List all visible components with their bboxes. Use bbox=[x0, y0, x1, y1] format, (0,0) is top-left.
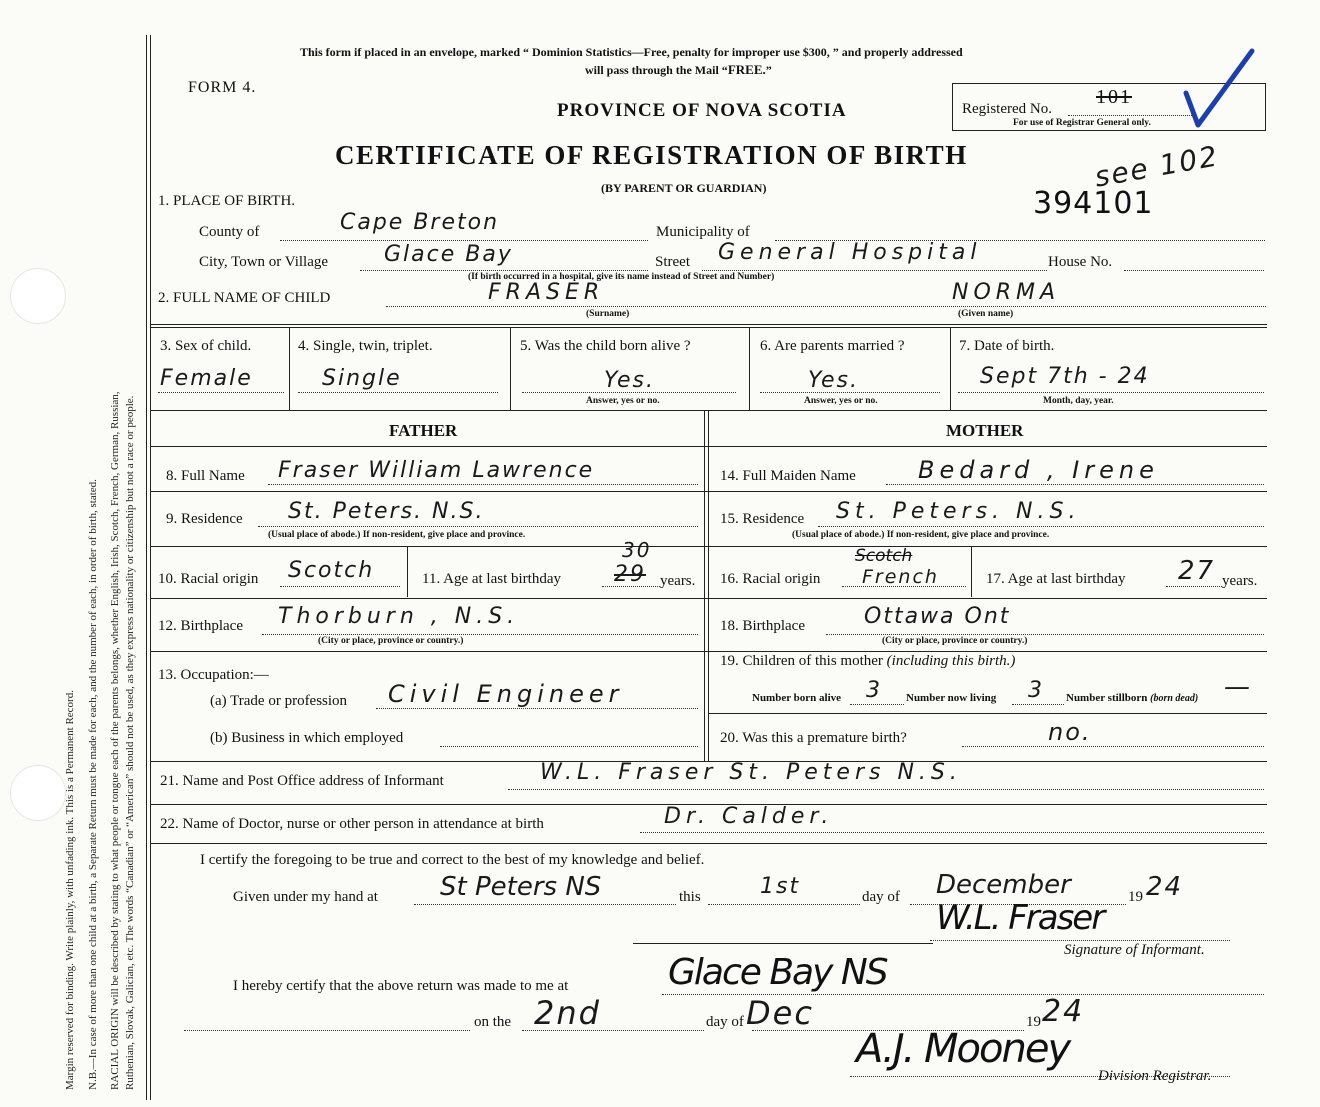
certificate-subtitle: (BY PARENT OR GUARDIAN) bbox=[601, 181, 767, 195]
children-label-text: 19. Children of this mother bbox=[720, 653, 883, 669]
punch-hole-bottom bbox=[10, 765, 66, 821]
envelope-note-free: FREE. bbox=[727, 62, 766, 77]
side-note-margin: Margin reserved for binding. Write plainly, with unfading ink. This is a Permanent Record. bbox=[64, 690, 76, 1090]
registered-dots bbox=[1068, 115, 1192, 116]
side-note-racial-1: RACIAL ORIGIN will be described by stating to what people or tongue each of the parents belongs, whether English, Irish, Scotch, French, German, Russian, bbox=[109, 391, 121, 1090]
premature-dots bbox=[962, 746, 1264, 747]
place-of-birth-label: 1. PLACE OF BIRTH. bbox=[158, 193, 296, 209]
given-caption: (Given name) bbox=[958, 309, 1014, 319]
father-age-years: years. bbox=[660, 573, 696, 589]
father-age-value: 30 bbox=[622, 538, 652, 562]
dob-label: 7. Date of birth. bbox=[959, 338, 1055, 354]
father-racial-dots bbox=[280, 586, 400, 587]
sex-label: 3. Sex of child. bbox=[160, 338, 252, 354]
mother-name-label: 14. Full Maiden Name bbox=[720, 468, 856, 484]
divider-after-row3 bbox=[151, 410, 1267, 411]
born-alive-value: 3 bbox=[866, 678, 882, 703]
father-residence-dots bbox=[258, 526, 698, 527]
father-header: FATHER bbox=[389, 421, 458, 440]
single-dots bbox=[298, 392, 498, 393]
informant-signature-caption: Signature of Informant. bbox=[1064, 942, 1205, 958]
envelope-note-line-2-pre: will pass through the Mail “ bbox=[585, 63, 728, 77]
sex-dots bbox=[158, 392, 284, 393]
mother-residence-value: St. Peters. N.S. bbox=[836, 499, 1081, 524]
registrar-year-prefix: 19 bbox=[1026, 1014, 1041, 1030]
born-alive-label: Number born alive bbox=[752, 692, 842, 704]
divider-after-22 bbox=[151, 843, 1267, 844]
house-number-label: House No. bbox=[1048, 254, 1113, 270]
father-racial-label: 10. Racial origin bbox=[158, 571, 259, 587]
registrar-caption: Division Registrar. bbox=[1098, 1068, 1212, 1084]
stillborn-label-italic: (born dead) bbox=[1150, 693, 1199, 704]
registrar-year-value: 24 bbox=[1042, 994, 1085, 1029]
month-value: December bbox=[936, 870, 1071, 900]
single-label: 4. Single, twin, triplet. bbox=[298, 338, 433, 354]
father-name-dots bbox=[268, 484, 698, 485]
father-residence-caption: (Usual place of abode.) If non-resident, give place and province. bbox=[268, 530, 526, 540]
stillborn-value: — bbox=[1224, 672, 1252, 702]
mother-birthplace-caption: (City or place, province or country.) bbox=[882, 636, 1028, 646]
premature-label: 20. Was this a premature birth? bbox=[720, 730, 907, 746]
municipality-label: Municipality of bbox=[656, 224, 750, 240]
registrar-statement: I hereby certify that the above return was made to me at bbox=[233, 978, 569, 994]
child-given-value: NORMA bbox=[952, 280, 1061, 305]
envelope-note-line-1: This form if placed in an envelope, marked “ Dominion Statistics—Free, penalty for improper use $300, ” and properly addressed bbox=[300, 45, 963, 59]
envelope-note-line-2 bbox=[585, 62, 772, 78]
divider-after-8 bbox=[151, 491, 1267, 492]
now-living-dots bbox=[1012, 704, 1064, 705]
mother-birthplace-dots bbox=[826, 634, 1264, 635]
mother-residence-caption: (Usual place of abode.) If non-resident, give place and province. bbox=[792, 530, 1050, 540]
dob-dots bbox=[958, 392, 1264, 393]
street-label: Street bbox=[655, 254, 690, 270]
children-label bbox=[720, 653, 1015, 670]
column-divider-2 bbox=[708, 411, 709, 761]
mother-name-dots bbox=[886, 484, 1264, 485]
row3-divider-1 bbox=[289, 328, 290, 410]
on-the-left-dots bbox=[184, 1030, 470, 1031]
divider-under-headers bbox=[151, 446, 1267, 447]
mother-name-value: Bedard , Irene bbox=[918, 456, 1159, 484]
registrar-month-value: Dec bbox=[746, 994, 814, 1032]
occupation-label: 13. Occupation:— bbox=[158, 667, 269, 683]
punch-hole-top bbox=[10, 268, 66, 324]
mother-racial-divider bbox=[971, 547, 972, 597]
single-value: Single bbox=[322, 366, 402, 391]
doctor-value: Dr. Calder. bbox=[664, 804, 834, 829]
row3-divider-2 bbox=[510, 328, 511, 410]
father-birthplace-caption: (City or place, province or country.) bbox=[318, 636, 464, 646]
house-number-dots bbox=[1124, 270, 1264, 271]
registered-number-label: Registered No. bbox=[962, 101, 1052, 117]
mother-residence-label: 15. Residence bbox=[720, 511, 805, 527]
side-note-nb: N.B.—In case of more than one child at a birth, a Separate Return must be made for each, and the number of each, in order of birth, stated. bbox=[87, 479, 99, 1090]
father-name-value: Fraser William Lawrence bbox=[278, 458, 595, 483]
day-of-label: day of bbox=[862, 889, 900, 905]
alive-value: Yes. bbox=[604, 368, 656, 393]
certificate-title: CERTIFICATE OF REGISTRATION OF BIRTH bbox=[335, 140, 968, 170]
father-residence-value: St. Peters. N.S. bbox=[288, 499, 485, 524]
see-note-handwritten: see 102 bbox=[1092, 139, 1222, 194]
registrar-place-value: Glace Bay NS bbox=[668, 952, 887, 993]
row3-divider-3 bbox=[749, 328, 750, 410]
father-name-label: 8. Full Name bbox=[166, 468, 245, 484]
father-residence-label: 9. Residence bbox=[166, 511, 243, 527]
trade-dots bbox=[376, 708, 698, 709]
year-value: 24 bbox=[1146, 872, 1184, 902]
alive-label: 5. Was the child born alive ? bbox=[520, 338, 691, 354]
informant-signature: W.L. Fraser bbox=[936, 898, 1104, 938]
registrar-day-value: 2nd bbox=[534, 994, 601, 1032]
alive-dots bbox=[522, 392, 736, 393]
registration-number: 394101 bbox=[1033, 186, 1154, 221]
father-birthplace-value: Thorburn , N.S. bbox=[278, 604, 520, 629]
married-dots bbox=[760, 392, 940, 393]
mother-age-label: 17. Age at last birthday bbox=[986, 571, 1126, 587]
province-heading: PROVINCE OF NOVA SCOTIA bbox=[557, 100, 847, 121]
informant-signature-dots bbox=[930, 940, 1230, 941]
row3-divider-4 bbox=[950, 328, 951, 410]
mother-residence-dots bbox=[818, 526, 1264, 527]
dob-value: Sept 7th - 24 bbox=[980, 364, 1150, 389]
registrar-signature: A.J. Mooney bbox=[856, 1026, 1070, 1072]
married-value: Yes. bbox=[808, 368, 860, 393]
mother-age-value: 27 bbox=[1178, 556, 1216, 586]
informant-dots bbox=[508, 789, 1264, 790]
now-living-value: 3 bbox=[1028, 678, 1044, 703]
children-label-italic: (including this birth.) bbox=[886, 653, 1016, 669]
child-name-label: 2. FULL NAME OF CHILD bbox=[158, 290, 331, 306]
surname-caption: (Surname) bbox=[586, 309, 630, 319]
father-age-label: 11. Age at last birthday bbox=[422, 571, 561, 587]
blue-checkmark-icon bbox=[1180, 45, 1260, 135]
left-border-inner bbox=[150, 35, 151, 1100]
county-label: County of bbox=[199, 224, 260, 240]
informant-label: 21. Name and Post Office address of Informant bbox=[160, 773, 444, 789]
mother-racial-label: 16. Racial origin bbox=[720, 571, 821, 587]
father-racial-value: Scotch bbox=[288, 558, 375, 583]
doctor-label: 22. Name of Doctor, nurse or other person in attendance at birth bbox=[160, 816, 544, 832]
informant-value: W.L. Fraser St. Peters N.S. bbox=[540, 760, 962, 785]
city-dots bbox=[360, 270, 648, 271]
column-divider bbox=[704, 411, 705, 761]
mother-birthplace-label: 18. Birthplace bbox=[720, 618, 805, 634]
mother-birthplace-value: Ottawa Ont bbox=[864, 604, 1011, 629]
day-value: 1st bbox=[760, 874, 801, 899]
now-living-label: Number now living bbox=[906, 692, 997, 704]
registrar-day-of-label: day of bbox=[706, 1014, 744, 1030]
father-racial-divider bbox=[407, 547, 408, 597]
city-label: City, Town or Village bbox=[199, 254, 329, 270]
form-number: FORM 4. bbox=[188, 79, 257, 96]
registrar-divider bbox=[633, 943, 933, 944]
divider-after-9 bbox=[151, 546, 1267, 547]
divider-after-name-2 bbox=[151, 327, 1267, 328]
year-prefix: 19 bbox=[1128, 889, 1143, 905]
divider-after-10 bbox=[151, 598, 1267, 599]
street-value: General Hospital bbox=[718, 240, 982, 265]
stillborn-label-text: Number stillborn bbox=[1066, 692, 1148, 704]
city-value: Glace Bay bbox=[384, 242, 513, 267]
this-label: this bbox=[679, 889, 701, 905]
certify-statement: I certify the foregoing to be true and correct to the best of my knowledge and belief. bbox=[200, 852, 705, 868]
premature-value: no. bbox=[1048, 718, 1092, 746]
child-surname-value: FRASER bbox=[488, 280, 605, 305]
married-caption: Answer, yes or no. bbox=[804, 396, 878, 406]
alive-caption: Answer, yes or no. bbox=[586, 396, 660, 406]
born-alive-dots bbox=[850, 704, 904, 705]
given-place-dots bbox=[414, 904, 676, 905]
mother-racial-struck: Scotch bbox=[855, 546, 913, 566]
on-the-label: on the bbox=[474, 1014, 512, 1030]
trade-label: (a) Trade or profession bbox=[210, 693, 348, 709]
county-dots bbox=[280, 240, 648, 241]
street-dots bbox=[702, 270, 1047, 271]
dob-caption: Month, day, year. bbox=[1043, 396, 1114, 406]
left-border bbox=[146, 35, 147, 1100]
mother-header: MOTHER bbox=[946, 421, 1024, 440]
married-label: 6. Are parents married ? bbox=[760, 338, 905, 354]
mother-racial-value: French bbox=[862, 566, 939, 588]
divider-after-19 bbox=[709, 713, 1267, 714]
divider-after-name bbox=[151, 324, 1267, 325]
father-birthplace-label: 12. Birthplace bbox=[158, 618, 243, 634]
child-name-dots bbox=[386, 306, 1266, 307]
hospital-note: (If birth occurred in a hospital, give its name instead of Street and Number) bbox=[468, 272, 775, 282]
divider-after-12 bbox=[151, 651, 1267, 652]
trade-value: Civil Engineer bbox=[388, 680, 624, 708]
side-note-racial-2: Ruthenian, Slovak, Galician, etc. The words “Canadian” or “American” should not be used, as they express nationality or citizenship but not a race or people. bbox=[124, 395, 136, 1090]
given-place-value: St Peters NS bbox=[440, 872, 602, 902]
registered-number-note: For use of Registrar General only. bbox=[1013, 118, 1151, 128]
registered-number-struck: 101 bbox=[1096, 86, 1132, 108]
father-birthplace-dots bbox=[262, 634, 698, 635]
doctor-dots bbox=[640, 832, 1264, 833]
business-label: (b) Business in which employed bbox=[210, 730, 404, 746]
sex-value: Female bbox=[160, 366, 253, 391]
father-age-struck: 29 bbox=[614, 562, 646, 587]
given-under-label: Given under my hand at bbox=[233, 889, 378, 905]
envelope-note-line-2-post: ” bbox=[765, 63, 772, 77]
mother-age-years: years. bbox=[1222, 573, 1258, 589]
day-dots bbox=[708, 904, 860, 905]
stillborn-label bbox=[1066, 692, 1198, 704]
mother-age-dots bbox=[1166, 586, 1222, 587]
county-value: Cape Breton bbox=[340, 210, 500, 235]
business-dots bbox=[440, 746, 698, 747]
